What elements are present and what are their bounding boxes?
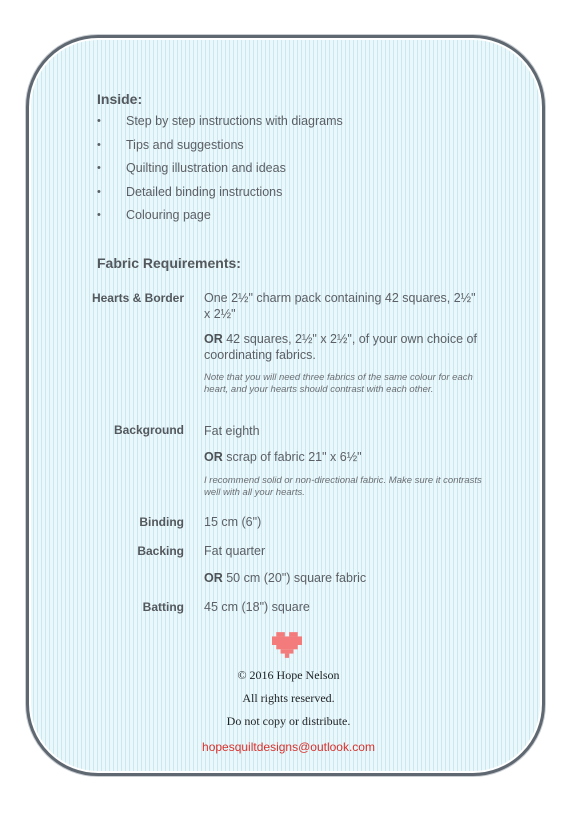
background-note: I recommend solid or non-directional fabric. Make sure it contrasts well with all your hearts. [204,475,482,498]
backing-label: Backing [137,544,184,558]
batting-value: 45 cm (18") square [204,600,310,614]
or-label: OR [204,332,223,346]
or-label: OR [204,450,223,464]
fabric-requirements-heading: Fabric Requirements: [97,255,241,271]
batting-label: Batting [142,600,184,614]
list-item: • Quilting illustration and ideas [97,161,286,175]
inside-heading: Inside: [97,91,143,107]
list-item: • Step by step instructions with diagrams [97,114,343,128]
background-line1: Fat eighth [204,424,260,438]
hearts-border-or-line: OR 42 squares, 2½" x 2½", of your own choice of coordinating fabrics. [204,332,477,362]
list-item: • Tips and suggestions [97,137,244,152]
list-item: • Colouring page [97,208,211,222]
bullet-icon: • [97,185,101,198]
heart-shape [272,632,302,658]
binding-label: Binding [139,515,184,529]
bullet-icon: • [97,162,101,174]
bullet-icon: • [97,138,101,151]
or-label: OR [204,571,223,585]
bullet-icon: • [97,209,101,221]
background-or-line: OR scrap of fabric 21" x 6½" [204,450,362,464]
email-link[interactable]: hopesquiltdesigns@outlook.com [202,740,375,754]
notice-text: Do not copy or distribute. [226,714,351,728]
info-card [26,35,545,776]
copyright-text: © 2016 Hope Nelson [237,668,340,682]
pixel-heart-icon [272,630,302,660]
hearts-border-label: Hearts & Border [91,291,184,305]
bullet-icon: • [97,115,101,127]
inside-list [97,113,343,231]
hearts-border-line1: One 2½" charm pack containing 42 squares, 2½" x 2½" [204,291,476,321]
background-label: Background [113,423,184,437]
backing-or-line: OR 50 cm (20") square fabric [204,571,367,585]
hearts-border-note: Note that you will need three fabrics of the same colour for each heart, and your hearts should contrast with each other. [204,372,473,395]
rights-text: All rights reserved. [242,691,335,705]
backing-value: Fat quarter [204,544,266,558]
list-item: • Detailed binding instructions [97,184,283,199]
binding-value: 15 cm (6") [204,515,262,529]
